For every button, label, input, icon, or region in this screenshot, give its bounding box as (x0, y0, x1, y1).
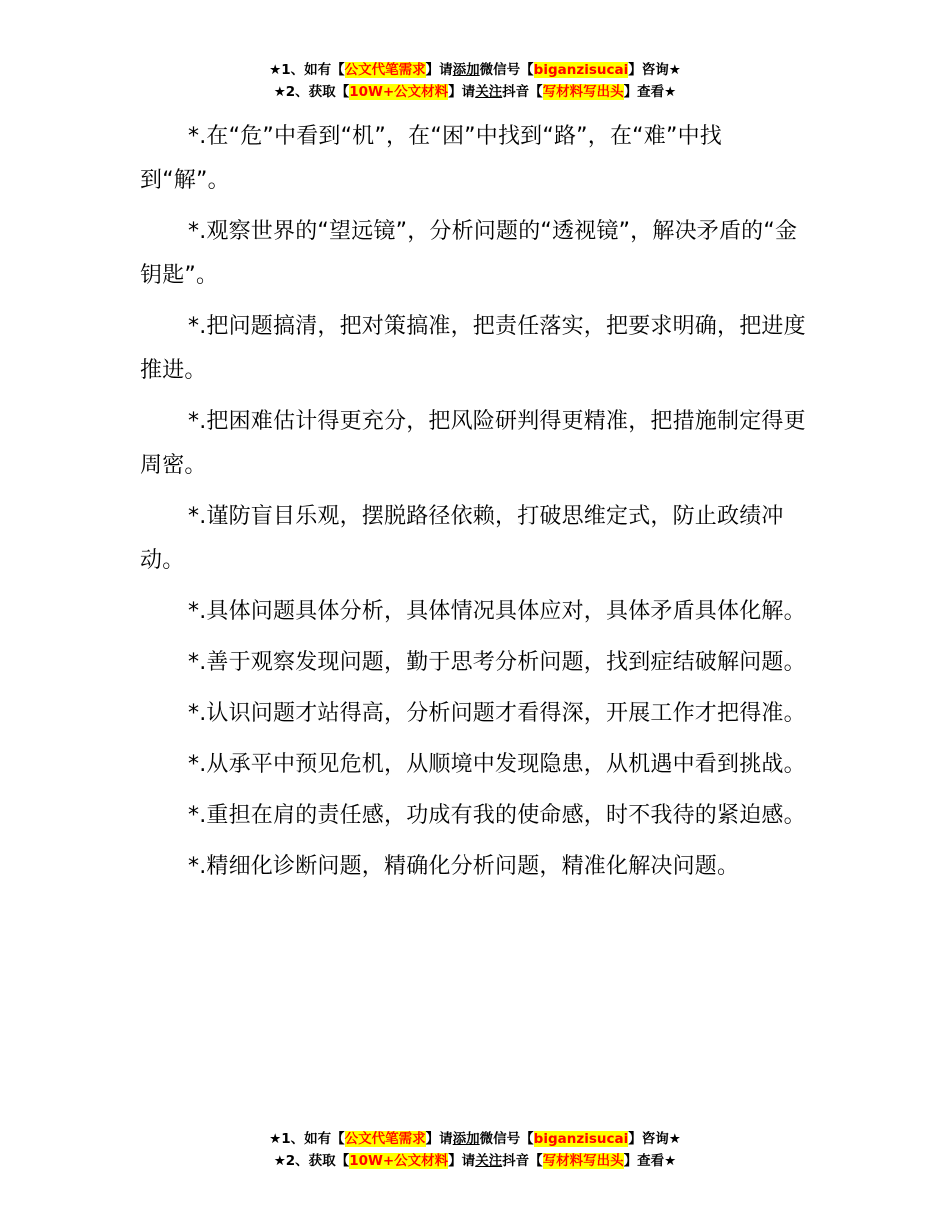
footer-line-2-prefix: ★2、获取【 (273, 1153, 350, 1169)
footer-line-1 (0, 1128, 950, 1150)
header-line-1-highlight: 公文代笔需求 (344, 62, 426, 78)
footer-line-1-mid2: 微信号【 (479, 1131, 534, 1147)
paragraph: *.把问题搞清，把对策搞准，把责任落实，把要求明确，把进度推进。 (140, 314, 806, 383)
paragraph: *.从承平中预见危机，从顺境中发现隐患，从机遇中看到挑战。 (188, 752, 806, 777)
footer-line-1-prefix: ★1、如有【 (269, 1131, 345, 1147)
footer-line-2 (0, 1150, 950, 1172)
paragraph: *.善于观察发现问题，勤于思考分析问题，找到症结破解问题。 (188, 650, 806, 675)
footer-line-2-suffix: 】查看★ (623, 1153, 677, 1169)
paragraph: *.精细化诊断问题，精确化分析问题，精准化解决问题。 (188, 854, 740, 879)
header-line-2 (0, 81, 950, 103)
footer-line-1-highlight2: biganzisucai (533, 1131, 629, 1147)
header-line-2-highlight: 10W+公文材料 (349, 84, 449, 100)
header-line-1-mid2: 微信号【 (479, 62, 534, 78)
header-line-1-suffix: 】咨询★ (628, 62, 681, 78)
header-line-1-highlight2: biganzisucai (533, 62, 629, 78)
paragraph: *.把困难估计得更充分，把风险研判得更精准，把措施制定得更周密。 (140, 409, 806, 478)
paragraph: *.认识问题才站得高，分析问题才看得深，开展工作才把得准。 (188, 701, 806, 726)
footer-line-1-underlined: 添加 (452, 1131, 480, 1147)
document-body (140, 115, 810, 896)
footer-line-1-highlight: 公文代笔需求 (344, 1131, 426, 1147)
header-line-1-prefix: ★1、如有【 (269, 62, 345, 78)
header-line-2-highlight2: 写材料写出头 (542, 84, 624, 100)
footer-line-1-mid1: 】请 (425, 1131, 453, 1147)
paragraph: *.观察世界的“望远镜”，分析问题的“透视镜”，解决矛盾的“金钥匙”。 (140, 219, 798, 288)
footer-line-2-highlight: 10W+公文材料 (349, 1153, 449, 1169)
footer-line-2-mid2: 抖音【 (502, 1153, 543, 1169)
paragraph: *.在“危”中看到“机”，在“困”中找到“路”，在“难”中找到“解”。 (140, 124, 722, 193)
footer-line-2-highlight2: 写材料写出头 (542, 1153, 624, 1169)
header-line-1-underlined: 添加 (452, 62, 480, 78)
header-line-1-mid1: 】请 (425, 62, 453, 78)
footer-line-2-mid1: 】请 (448, 1153, 476, 1169)
footer-line-1-suffix: 】咨询★ (628, 1131, 681, 1147)
header-line-2-underlined: 关注 (475, 84, 503, 100)
paragraph: *.重担在肩的责任感，功成有我的使命感，时不我待的紧迫感。 (188, 803, 806, 828)
header-line-1 (0, 59, 950, 81)
header-line-2-prefix: ★2、获取【 (273, 84, 350, 100)
paragraph: *.谨防盲目乐观，摆脱路径依赖，打破思维定式，防止政绩冲动。 (140, 504, 784, 573)
header-line-2-mid2: 抖音【 (502, 84, 543, 100)
header-line-2-mid1: 】请 (448, 84, 476, 100)
header-banner (0, 59, 950, 103)
footer-line-2-underlined: 关注 (475, 1153, 503, 1169)
header-line-2-suffix: 】查看★ (623, 84, 677, 100)
paragraph: *.具体问题具体分析，具体情况具体应对，具体矛盾具体化解。 (188, 599, 806, 624)
footer-banner (0, 1128, 950, 1172)
